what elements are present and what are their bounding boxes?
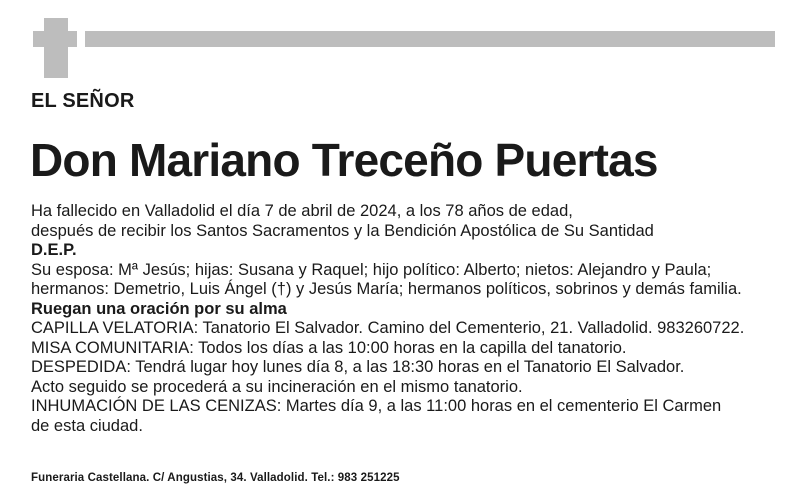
family-list: Su esposa: Mª Jesús; hijas: Susana y Raquel; hijo político: Alberto; nietos: Alejandro y Paula; hermanos: Demetrio, Luis Ángel (†) y Jesús María; hermanos políticos, sobrinos y demás familia. bbox=[31, 260, 742, 298]
ashes-info-line-2: de esta ciudad. bbox=[31, 416, 143, 435]
honorific: EL SEÑOR bbox=[31, 90, 135, 112]
mass-info: MISA COMUNITARIA: Todos los días a las 10:00 horas en la capilla del tanatorio. bbox=[31, 338, 627, 357]
wake-info: CAPILLA VELATORIA: Tanatorio El Salvador. Camino del Cementerio, 21. Valladolid. 983260722. bbox=[31, 319, 745, 337]
farewell-info: DESPEDIDA: Tendrá lugar hoy lunes día 8, a las 18:30 horas en el Tanatorio El Salvador. bbox=[31, 358, 685, 376]
header-rule bbox=[85, 31, 775, 47]
notice-body bbox=[31, 202, 791, 436]
cross-vertical-beam bbox=[44, 18, 68, 78]
cross-horizontal-beam bbox=[33, 31, 77, 47]
cremation-info: Acto seguido se procederá a su incineración en el mismo tanatorio. bbox=[31, 377, 523, 396]
death-announcement-line-1: Ha fallecido en Valladolid el día 7 de abril de 2024, a los 78 años de edad, bbox=[31, 202, 573, 220]
prayer-request: Ruegan una oración por su alma bbox=[31, 299, 287, 318]
funeral-home-footer: Funeraria Castellana. C/ Angustias, 34. Valladolid. Tel.: 983 251225 bbox=[31, 472, 400, 484]
death-announcement-line-2: después de recibir los Santos Sacramentos y la Bendición Apostólica de Su Santidad bbox=[31, 221, 654, 240]
ashes-info-line-1: INHUMACIÓN DE LAS CENIZAS: Martes día 9, a las 11:00 horas en el cementerio El Carmen bbox=[31, 397, 722, 415]
rip-label: D.E.P. bbox=[31, 241, 77, 259]
deceased-name: Don Mariano Treceño Puertas bbox=[30, 134, 658, 186]
